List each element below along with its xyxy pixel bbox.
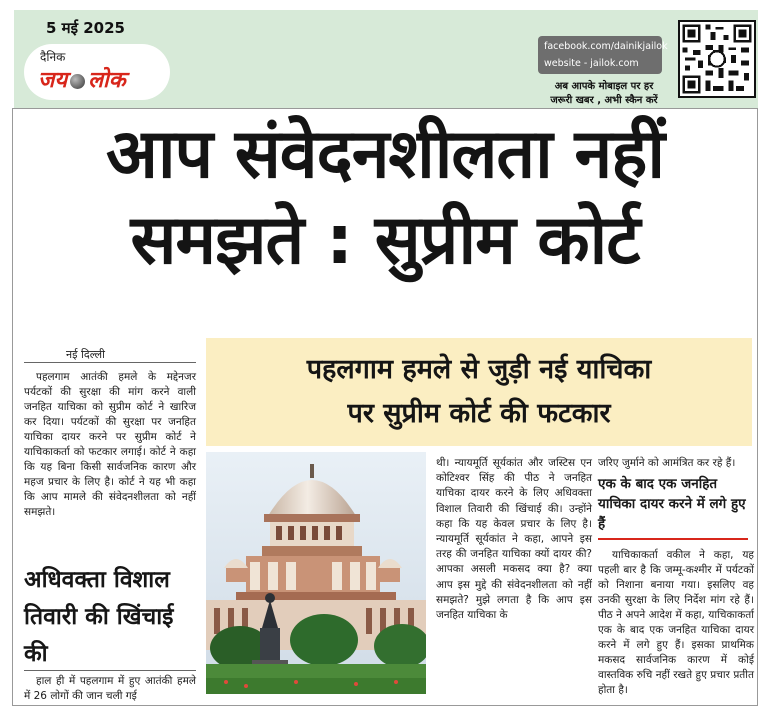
pull-quote: एक के बाद एक जनहित याचिका दायर करने में लगे हुए हैं [598,476,746,532]
subheadline-line-2: पर सुप्रीम कोर्ट की फटकार [347,398,611,429]
logo-wordmark [38,64,126,94]
qr-code-icon[interactable] [678,20,756,98]
subheadline-line-1: पहलगाम हमले से जुड़ी नई याचिका [306,354,652,385]
right-column-text: याचिकाकर्ता वकील ने कहा, यह पहली बार है कि जम्मू-कश्मीर में पर्यटकों को निशाना बनाया गया। इसलिए वह उनकी सुरक्षा के लिए निर्देश मांग रहे हैं। पीठ ने अपने आदेश में कहा, याचिकाकर्ता एक के बाद एक जनहित याचिका दायर करने में लगे हुए हैं। इसका प्राथमिक मकसद सार्वजनिक कारण में कोई वास्तविक रुचि नहीं रखते हुए प्रचार प्रतीत होता है। [598,549,754,696]
pull-quote-rule [598,538,748,540]
dateline: नई दिल्ली [66,348,105,361]
scan-prompt [534,80,674,108]
supreme-court-building-photo [206,452,426,694]
main-headline [12,112,758,284]
facebook-link[interactable]: facebook.com/dainikjailok [544,41,668,52]
social-links-pill[interactable] [538,36,668,74]
lead-paragraph: पहलगाम आतंकी हमले के मद्देनजर पर्यटकों की सुरक्षा की मांग करने वाली जनहित याचिका को सुप्रीम कोर्ट ने खारिज कर दिया। पर्यटकों की सुरक्षा पर जनहित याचिका दायर करने पर सुप्रीम कोर्ट ने याचिकाकर्ता को फटकार लगाई। कोर्ट ने कहा कि यह बिना किसी सार्वजनिक कारण और महज प्रचार के लिए है। कोर्ट ने यह भी कहा कि आप मामले की संवेदनशीलता को नहीं समझते। [24,371,196,518]
section-heading: अधिवक्ता विशाल तिवारी की खिंचाई की [24,567,174,667]
middle-column-text: थी। न्यायमूर्ति सूर्यकांत और जस्टिस एन कोटिश्वर सिंह की पीठ ने जनहित याचिका दायर करने के लिए अधिवक्ता विशाल तिवारी की खिंचाई की। उन्होंने कहा कि यह केवल प्रचार के लिए है। न्यायमूर्ति सूर्यकांत ने कहा, आपने इस तरह की जनहित याचिका क्यों दायर की? आपका असली मकसद क्या है? क्या आप इस मुद्दे की संवेदनशीलता को नहीं समझते? मुझे लगता है कि आप इस जनहित याचिका के [436,457,592,622]
newspaper-logo[interactable] [24,44,170,100]
globe-icon [70,74,85,89]
headline-line-1: आप संवेदनशीलता नहीं [106,115,664,194]
headline-line-2: समझते : सुप्रीम कोर्ट [130,201,640,280]
masthead [14,10,758,108]
logo-right-word: लोक [88,68,126,93]
bottom-paragraph: हाल ही में पहलगाम में हुए आतंकी हमले में 26 लोगों की जान चली गई [24,675,196,702]
scan-line-1: अब आपके मोबाइल पर हर [554,81,654,92]
dateline-rule [24,362,196,363]
right-column-top: जरिए जुर्माने को आमंत्रित कर रहे हैं। [598,457,736,469]
logo-left-word: जय [38,68,68,93]
issue-date: 5 मई 2025 [46,19,125,37]
logo-small-text: दैनिक [40,50,66,64]
section-rule [24,670,196,671]
subheadline [206,338,752,446]
website-link[interactable]: website - jailok.com [544,58,639,69]
scan-line-2: जरूरी खबर , अभी स्कैन करें [550,95,658,106]
